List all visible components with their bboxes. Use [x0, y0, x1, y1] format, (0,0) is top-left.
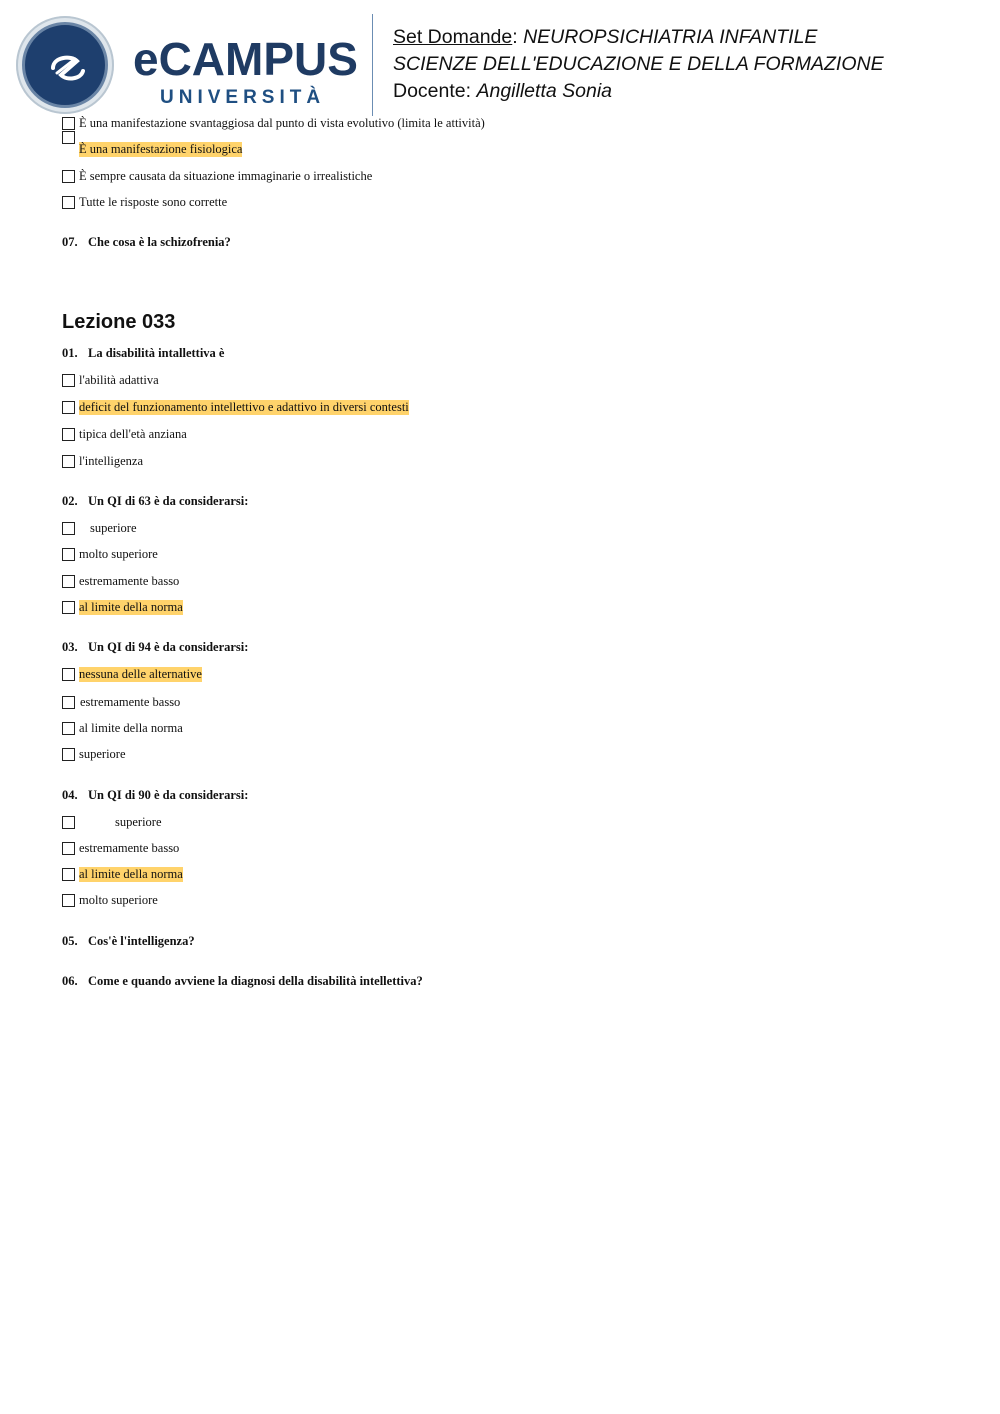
- checkbox[interactable]: [62, 868, 75, 881]
- checkbox[interactable]: [62, 722, 75, 735]
- option-text-highlighted: al limite della norma: [79, 599, 183, 614]
- page-header: [0, 0, 1000, 120]
- checkbox[interactable]: [62, 668, 75, 681]
- option-text-highlighted: al limite della norma: [79, 866, 183, 881]
- question-01: [62, 346, 224, 361]
- question-text: Un QI di 63 è da considerarsi:: [88, 494, 249, 508]
- question-number: 06.: [62, 974, 78, 988]
- option-text: superiore: [90, 520, 137, 535]
- question-text: Che cosa è la schizofrenia?: [88, 235, 231, 249]
- option-text: l'intelligenza: [79, 453, 144, 468]
- university-seal-logo: [16, 16, 114, 114]
- teacher-name: Angilletta Sonia: [476, 80, 612, 102]
- option-text: l'abilità adattiva: [79, 372, 159, 387]
- answer-option[interactable]: [62, 720, 183, 736]
- ecampus-mark-icon: [49, 53, 87, 83]
- question-text: Un QI di 90 è da considerarsi:: [88, 788, 249, 802]
- question-number: 05.: [62, 934, 78, 948]
- answer-option[interactable]: [62, 372, 159, 388]
- answer-option[interactable]: [62, 546, 158, 562]
- answer-option[interactable]: [62, 141, 242, 157]
- answer-option[interactable]: [62, 168, 372, 184]
- answer-option[interactable]: [62, 892, 158, 908]
- option-text: È una manifestazione svantaggiosa dal punto di vista evolutivo (limita le attività): [79, 115, 485, 130]
- option-text-highlighted: nessuna delle alternative: [79, 666, 202, 681]
- answer-option[interactable]: [62, 194, 227, 210]
- checkbox[interactable]: [62, 522, 75, 535]
- option-text: molto superiore: [79, 546, 158, 561]
- option-text: Tutte le risposte sono corrette: [79, 194, 228, 209]
- checkbox[interactable]: [62, 196, 75, 209]
- universita-wordmark: UNIVERSITÀ: [160, 87, 326, 108]
- checkbox[interactable]: [62, 696, 75, 709]
- header-divider: [372, 14, 373, 116]
- question-number: 07.: [62, 235, 78, 249]
- question-number: 04.: [62, 788, 78, 802]
- option-text: al limite della norma: [79, 720, 183, 735]
- question-04: [62, 788, 248, 803]
- answer-option[interactable]: [62, 840, 179, 856]
- answer-option[interactable]: [62, 694, 180, 710]
- option-text-highlighted: È una manifestazione fisiologica: [79, 141, 243, 156]
- answer-option[interactable]: [62, 746, 126, 762]
- answer-option[interactable]: [62, 115, 485, 131]
- course-name: NEUROPSICHIATRIA INFANTILE: [523, 26, 818, 48]
- option-text: superiore: [115, 814, 162, 829]
- checkbox[interactable]: [62, 428, 75, 441]
- lesson-title: Lezione 033: [62, 311, 176, 333]
- teacher-label: Docente:: [393, 80, 472, 102]
- checkbox[interactable]: [62, 455, 75, 468]
- question-text: La disabilità intallettiva è: [88, 346, 225, 360]
- answer-option[interactable]: [62, 814, 162, 830]
- option-text-highlighted: deficit del funzionamento intellettivo e adattivo in diversi contesti: [79, 399, 409, 414]
- checkbox[interactable]: [62, 748, 75, 761]
- question-02: [62, 494, 248, 509]
- checkbox[interactable]: [62, 816, 75, 829]
- question-number: 01.: [62, 346, 78, 360]
- answer-option[interactable]: [62, 426, 187, 442]
- question-05: [62, 934, 195, 949]
- option-text: estremamente basso: [79, 840, 180, 855]
- seal-ring: [22, 22, 108, 108]
- checkbox[interactable]: [62, 117, 75, 130]
- question-text: Un QI di 94 è da considerarsi:: [88, 640, 249, 654]
- checkbox[interactable]: [62, 575, 75, 588]
- answer-option[interactable]: [62, 573, 179, 589]
- answer-option[interactable]: [62, 666, 202, 682]
- teacher-line: [393, 78, 884, 105]
- checkbox[interactable]: [62, 374, 75, 387]
- checkbox[interactable]: [62, 842, 75, 855]
- checkbox[interactable]: [62, 548, 75, 561]
- answer-option[interactable]: [62, 399, 409, 415]
- question-06: [62, 974, 423, 989]
- set-separator: :: [512, 26, 518, 48]
- option-text: molto superiore: [79, 892, 158, 907]
- question-03: [62, 640, 248, 655]
- question-text: Come e quando avviene la diagnosi della disabilità intellettiva?: [88, 974, 423, 988]
- checkbox[interactable]: [62, 601, 75, 614]
- faculty-name: SCIENZE DELL'EDUCAZIONE E DELLA FORMAZIONE: [393, 53, 884, 75]
- option-text: superiore: [79, 746, 126, 761]
- checkbox[interactable]: [62, 401, 75, 414]
- option-text: estremamente basso: [79, 573, 180, 588]
- question-number: 02.: [62, 494, 78, 508]
- answer-option[interactable]: [62, 453, 143, 469]
- answer-option[interactable]: [62, 866, 183, 882]
- answer-option[interactable]: [62, 599, 183, 615]
- checkbox[interactable]: [62, 894, 75, 907]
- header-info: [393, 24, 884, 105]
- option-text: tipica dell'età anziana: [79, 426, 187, 441]
- option-text: estremamente basso: [80, 694, 181, 709]
- question-07: [62, 235, 231, 250]
- question-text: Cos'è l'intelligenza?: [88, 934, 195, 948]
- option-text: È sempre causata da situazione immaginarie o irrealistiche: [79, 168, 373, 183]
- checkbox[interactable]: [62, 170, 75, 183]
- set-line: [393, 24, 884, 51]
- ecampus-wordmark: eCAMPUS: [133, 33, 358, 85]
- answer-option[interactable]: [62, 520, 137, 536]
- question-number: 03.: [62, 640, 78, 654]
- set-label: Set Domande: [393, 26, 513, 48]
- faculty-line: [393, 51, 884, 78]
